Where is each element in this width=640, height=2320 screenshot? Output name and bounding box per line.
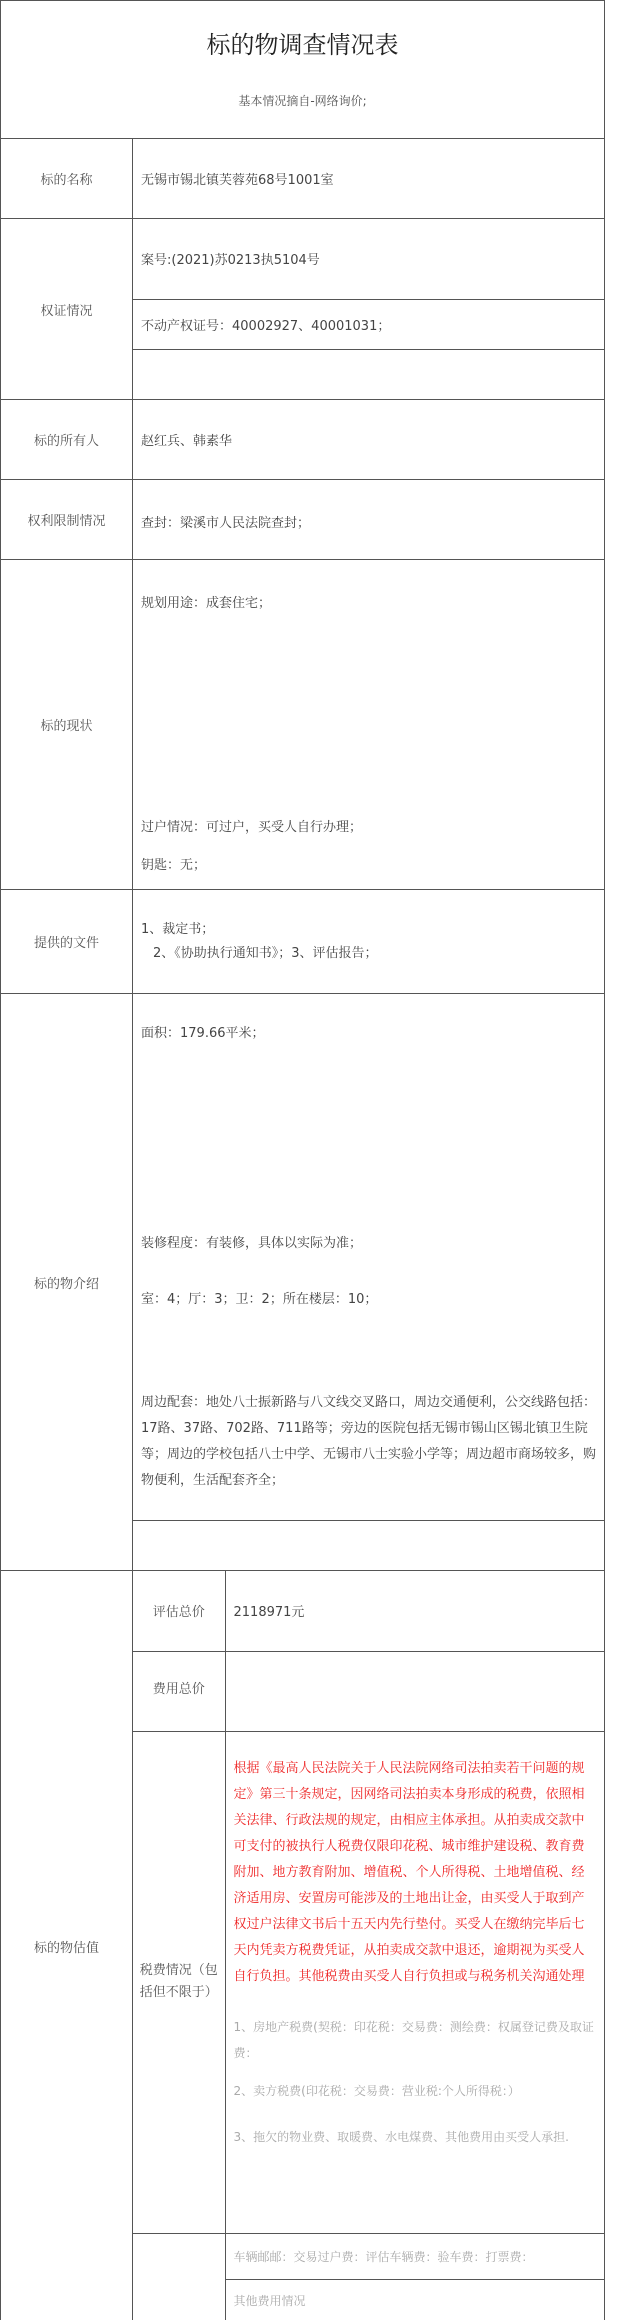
docs-line1: 1、裁定书；: [141, 922, 215, 937]
cert-no: 不动产权证号：40002927、40001031；: [141, 318, 391, 334]
restriction-value: 查封：梁溪市人民法院查封；: [141, 516, 311, 531]
intro-body-cell: [133, 994, 604, 1520]
name-value: 无锡市锡北镇芙蓉苑68号1001室: [141, 173, 334, 188]
value-cell: [133, 1571, 605, 2320]
appraisal-cell: [225, 1571, 605, 1651]
owner-label: 标的所有人: [1, 400, 133, 480]
appraisal-value: 2118971元: [233, 1605, 305, 1621]
vehicle-cell: [225, 2233, 605, 2279]
rights-label: 权证情况: [1, 219, 133, 400]
tax-item-3: 3、拖欠的物业费、取暖费、水电煤费、其他费用由买受人承担.: [233, 2129, 569, 2144]
intro-cell: [133, 994, 605, 1571]
value-subtable: [133, 1571, 605, 2320]
name-cell: [133, 139, 605, 219]
other-fees-text: 其他费用情况: [233, 2293, 306, 2308]
owner-cell: [133, 400, 605, 480]
owner-value: 赵红兵、韩素华: [141, 434, 233, 449]
fee-cell: [225, 1651, 605, 1731]
fee-label: 费用总价: [133, 1651, 225, 1731]
vehicle-text: 车辆邮邮：交易过户费：评估车辆费：验车费：打票费：: [233, 2249, 534, 2264]
title-cell: [1, 1, 605, 139]
restriction-label: 权利限制情况: [1, 480, 133, 560]
usage-text: 规划用途：成套住宅；: [141, 596, 272, 611]
page-title: 标的物调查情况表: [206, 31, 399, 59]
cert-no-cell: [133, 299, 604, 349]
tax-label: 税费情况（包括但不限于）: [133, 1731, 225, 2233]
status-cell: [133, 560, 605, 890]
tax-item-2: 2、卖方税费(印花税：交易费：营业税:个人所得税：）: [233, 2083, 520, 2098]
layout-text: 室：4；厅：3；卫：2；所在楼层：10；: [141, 1292, 378, 1307]
other-cell: [225, 2279, 605, 2320]
docs-label: 提供的文件: [1, 890, 133, 994]
intro-label: 标的物介绍: [1, 994, 133, 1571]
transfer-text: 过户情况：可过户，买受人自行办理；: [141, 820, 363, 835]
case-no: 案号:(2021)苏0213执5104号: [141, 253, 320, 269]
surroundings-text: 周边配套：地处八士振新路与八文线交叉路口，周边交通便利，公交线路包括：17路、37路、702路、711路等；旁边的医院包括无锡市锡山区锡北镇卫生院等；周边的学校包括八士中学、无锡市八士实验小学等；周边超市商场较多，购物便利，生活配套齐全；: [141, 1395, 597, 1488]
other-left-cell: [133, 2279, 225, 2320]
area-text: 面积：179.66平米；: [141, 1026, 265, 1041]
rights-cell: [133, 219, 605, 400]
vehicle-left-cell: [133, 2233, 225, 2279]
name-label: 标的名称: [1, 139, 133, 219]
value-label: 标的物估值: [1, 1571, 133, 2320]
tax-cell: [225, 1731, 605, 2233]
restriction-cell: [133, 480, 605, 560]
decoration-text: 装修程度：有装修，具体以实际为准；: [141, 1236, 363, 1251]
keys-text: 钥匙：无；: [141, 858, 207, 873]
docs-line2: 2、《协助执行通知书》；3、评估报告；: [153, 946, 378, 961]
case-no-cell: [133, 219, 604, 299]
intro-empty-cell: [133, 1520, 604, 1570]
intro-subtable: [133, 994, 604, 1570]
rights-empty-cell: [133, 349, 604, 399]
tax-item-1: 1、房地产税费(契税：印花税：交易费：测绘费：权属登记费及取证费：: [233, 2019, 594, 2060]
docs-cell: [133, 890, 605, 994]
page-subtitle: 基本情况摘自-网络询价;: [238, 94, 367, 108]
tax-legal-text: 根据《最高人民法院关于人民法院网络司法拍卖若干问题的规定》第三十条规定，因网络司法拍卖本身形成的税费，依照相关法律、行政法规的规定，由相应主体承担。从拍卖成交款中可支付的被执行人税费仅限印花税、城市维护建设税、教育费附加、地方教育附加、增值税、个人所得税、土地增值税、经济适用房、安置房可能涉及的土地出让金，由买受人于取到产权过户法律文书后十五天内先行垫付。买受人在缴纳完毕后七天内凭卖方税费凭证，从拍卖成交款中退还，逾期视为买受人自行负担。其他税费由买受人自行负担或与税务机关沟通处理: [233, 1760, 585, 1984]
rights-subtable: [133, 219, 604, 399]
appraisal-label: 评估总价: [133, 1571, 225, 1651]
status-label: 标的现状: [1, 560, 133, 890]
